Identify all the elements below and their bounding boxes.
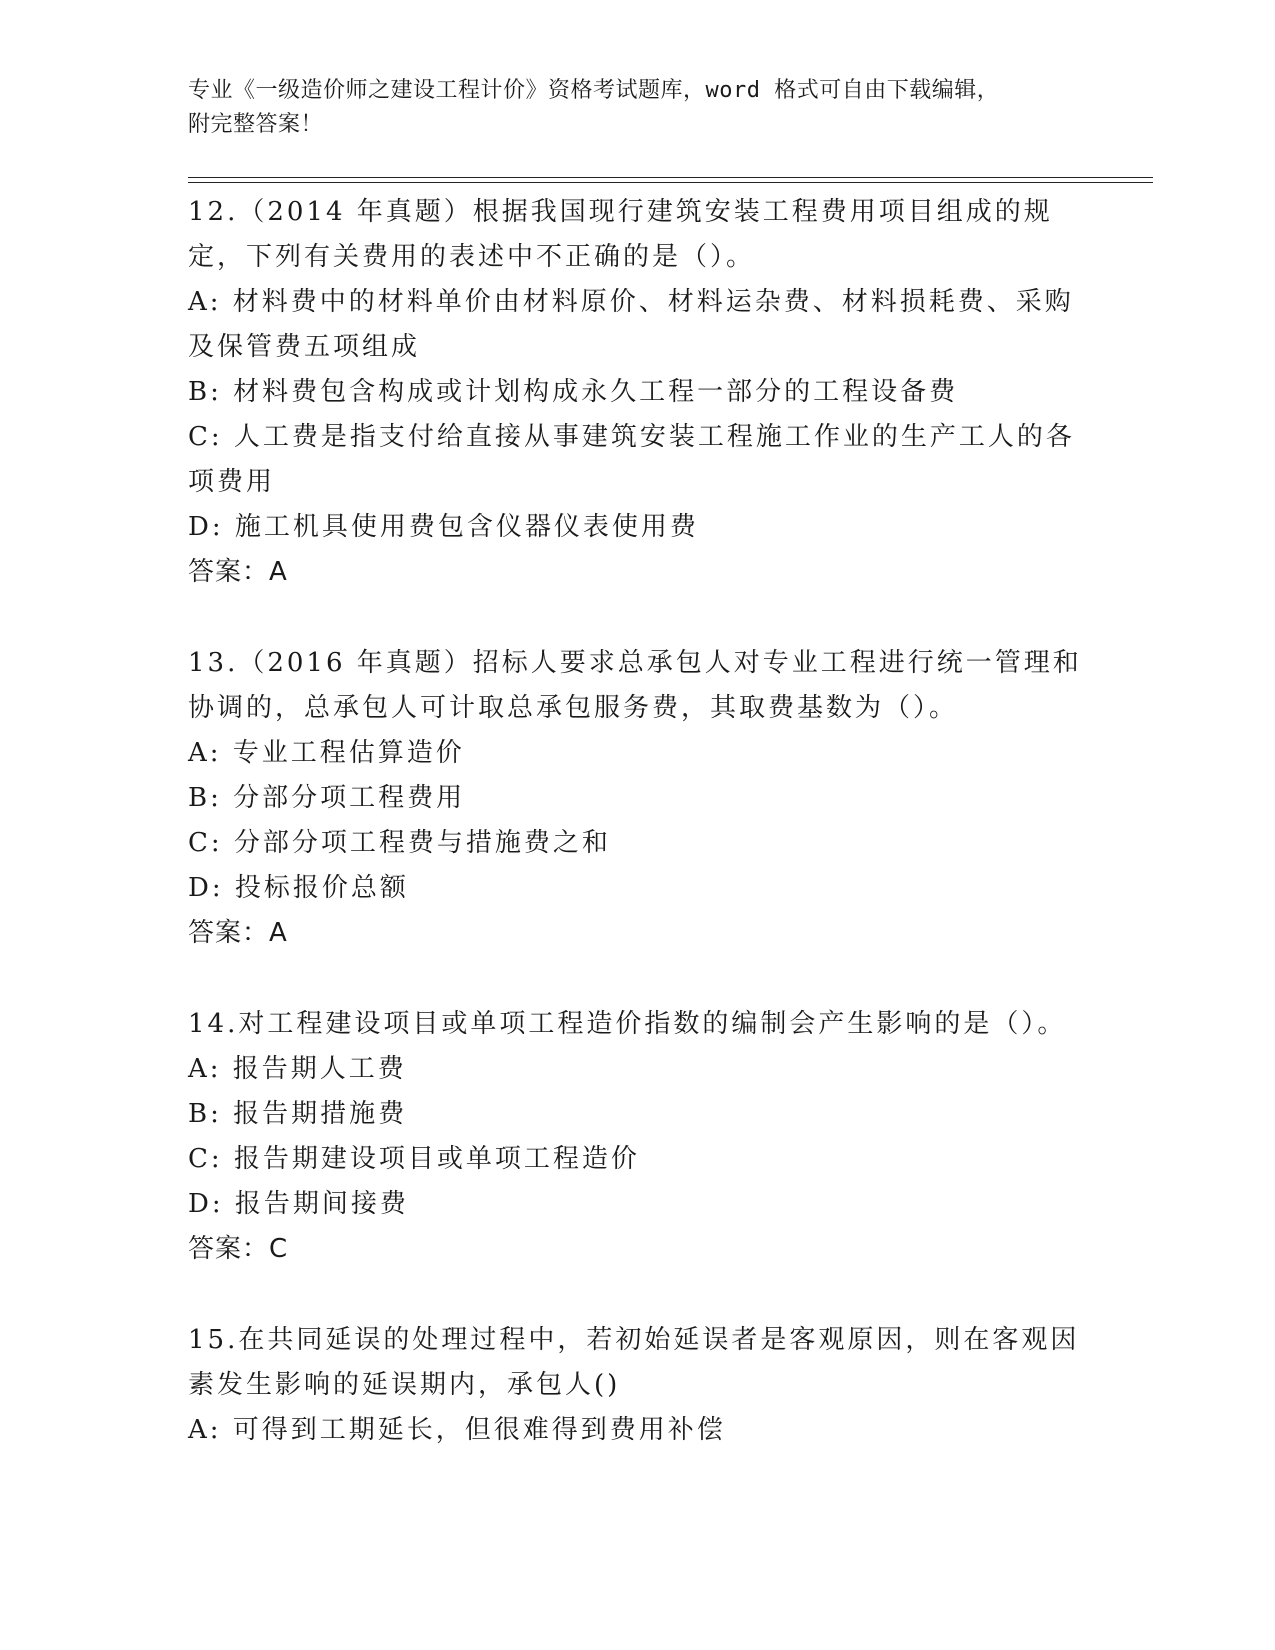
option-a: A: 材料费中的材料单价由材料原价、材料运杂费、材料损耗费、采购及保管费五项组成 (188, 287, 1074, 362)
answer: 答案：A (188, 557, 288, 587)
question-13 (188, 641, 1088, 956)
option-d: D: 投标报价总额 (188, 873, 409, 903)
option-a: A: 可得到工期延长，但很难得到费用补偿 (188, 1415, 726, 1445)
option-d: D: 报告期间接费 (188, 1189, 409, 1219)
question-stem: 15.在共同延误的处理过程中，若初始延误者是客观原因，则在客观因素发生影响的延误期内，承包人() (188, 1325, 1080, 1400)
question-stem: 12.（2014 年真题）根据我国现行建筑安装工程费用项目组成的规定，下列有关费用的表述中不正确的是（）。 (188, 197, 1053, 272)
question-stem: 13.（2016 年真题）招标人要求总承包人对专业工程进行统一管理和协调的，总承包人可计取总承包服务费，其取费基数为（）。 (188, 648, 1082, 723)
option-c: C: 分部分项工程费与措施费之和 (188, 828, 611, 858)
document-header (188, 74, 1068, 142)
header-divider-top (188, 177, 1153, 178)
question-stem: 14.对工程建设项目或单项工程造价指数的编制会产生影响的是（）。 (188, 1009, 1067, 1039)
option-b: B: 材料费包含构成或计划构成永久工程一部分的工程设备费 (188, 377, 959, 407)
header-line-2: 附完整答案！ (188, 112, 324, 137)
option-b: B: 分部分项工程费用 (188, 783, 466, 813)
answer: 答案：A (188, 918, 288, 948)
question-12 (188, 190, 1088, 595)
header-line-1: 专业《一级造价师之建设工程计价》资格考试题库，word 格式可自由下载编辑， (188, 78, 1000, 103)
option-b: B: 报告期措施费 (188, 1099, 408, 1129)
question-14 (188, 1002, 1088, 1272)
option-d: D: 施工机具使用费包含仪器仪表使用费 (188, 512, 699, 542)
question-15 (188, 1318, 1088, 1453)
question-list (188, 190, 1088, 1499)
option-c: C: 人工费是指支付给直接从事建筑安装工程施工作业的生产工人的各项费用 (188, 422, 1075, 497)
answer: 答案：C (188, 1234, 289, 1264)
option-c: C: 报告期建设项目或单项工程造价 (188, 1144, 640, 1174)
header-divider-bottom (188, 182, 1153, 183)
option-a: A: 专业工程估算造价 (188, 738, 465, 768)
option-a: A: 报告期人工费 (188, 1054, 407, 1084)
